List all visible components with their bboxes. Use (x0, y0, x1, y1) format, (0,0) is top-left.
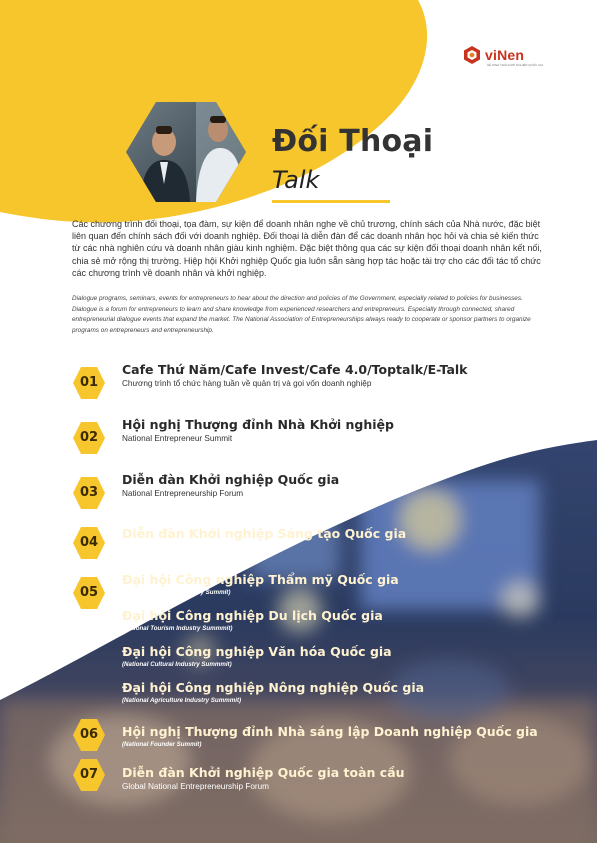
program-number: 01 (79, 375, 99, 390)
program-number: 04 (79, 535, 99, 550)
program-entry (122, 644, 392, 668)
program-subtitle: (National Tourism Industry Summmit) (122, 625, 233, 632)
program-entry (122, 362, 467, 388)
program-number-badge (72, 366, 106, 400)
program-title: Hội nghị Thượng đỉnh Nhà sáng lập Doanh nghiệp Quốc gia (122, 724, 538, 739)
program-subtitle: (National Cultural Industry Summmit) (122, 661, 232, 668)
logo-tagline: HỆ SINH THÁI KHỞI NGHIỆP QUỐC GIA (487, 63, 544, 67)
program-number-badge (72, 476, 106, 510)
businessmen-hexagon-photo (126, 102, 246, 202)
intro-paragraph-vi: Các chương trình đối thoại, tọa đàm, sự kiện để doanh nhân nghe về chủ trương, chính sách của Nhà nước, đặc biệt liên quan đến chính sách đối với doanh nghiệp. Đối thoại là diễn đàn để các doanh nhân học hỏi và chia sẻ kiến thức từ các nhà nghiên cứu và doanh nhân giàu kinh nghiệm. Đặc biệt thông qua các sự kiện đối thoại doanh nhân kết nối, chia sẻ mở rộng thị trường. Hiệp hội Khởi nghiệp Quốc gia luôn sẵn sàng hợp tác hoặc tài trợ cho các đối tác tổ chức các chương trình về doanh nhân và khởi nghiệp. (72, 219, 542, 278)
program-number: 02 (79, 430, 99, 445)
program-subtitle: Chương trình tổ chức hàng tuần về quản trị và gọi vốn doanh nghiệp (122, 379, 372, 388)
program-entry (122, 526, 406, 552)
vinen-logo (462, 45, 544, 67)
program-number: 05 (79, 585, 99, 600)
title-underline (272, 200, 390, 203)
program-title: Đại hội Công nghiệp Văn hóa Quốc gia (122, 644, 392, 659)
program-entry (122, 765, 405, 791)
program-subtitle: National Entrepreneurship Forum (122, 489, 244, 498)
program-number-badge (72, 718, 106, 752)
program-title: Diễn đàn Khởi nghiệp Sáng tạo Quốc gia (122, 526, 407, 541)
program-title: Diễn đàn Khởi nghiệp Quốc gia (122, 472, 340, 487)
program-subtitle: Global National Entrepreneurship Forum (122, 782, 269, 791)
program-entry (122, 724, 538, 748)
program-entry (122, 572, 399, 596)
program-subtitle: National Entrepreneur Summit (122, 434, 233, 443)
program-entry (122, 680, 424, 704)
program-number: 07 (79, 767, 99, 782)
logo-text: viNen (485, 47, 525, 63)
program-title: Hội nghị Thượng đỉnh Nhà Khởi nghiệp (122, 417, 394, 432)
program-subtitle: (National Founder Summit) (122, 741, 202, 748)
program-subtitle: (National Aesthetic Industry Summit) (122, 589, 231, 596)
program-title: Đại hội Công nghiệp Nông nghiệp Quốc gia (122, 680, 425, 695)
page-subtitle: Talk (272, 166, 320, 194)
page-title: Đối Thoại (272, 124, 434, 159)
program-number-badge (72, 576, 106, 610)
program-number: 03 (79, 485, 99, 500)
program-title: Diễn đàn Khởi nghiệp Quốc gia toàn cầu (122, 765, 405, 780)
intro-paragraph-en: Dialogue programs, seminars, events for entrepreneurs to hear about the direction and policies of the Government, especially related to policies for businesses. Dialogue is a forum for entrepreneurs to learn and share knowledge from experienced researchers and entrepreneurs. Especially through connected, shared entrepreneurial dialogue events that expand the market. The National Association of Entrepreneurships always ready to cooperate or sponsor partners to organize programs on entrepreneurs and entrepreneurship. (72, 295, 531, 334)
program-title: Cafe Thứ Năm/Cafe Invest/Cafe 4.0/Toptalk/E-Talk (122, 362, 468, 377)
program-number-badge (72, 421, 106, 455)
program-subtitle: (National Agriculture Industry Summmit) (122, 697, 242, 704)
program-title: Đại hội Công nghiệp Du lịch Quốc gia (122, 608, 383, 623)
program-number: 06 (79, 727, 99, 742)
program-entry (122, 472, 339, 498)
program-number-badge (72, 526, 106, 560)
vinen-logo-mark-icon (462, 45, 482, 65)
program-subtitle: National Startup Forum (122, 543, 207, 552)
program-number-badge (72, 758, 106, 792)
program-entry (122, 417, 394, 443)
program-entry (122, 608, 383, 632)
program-title: Đại hội Công nghiệp Thẩm mỹ Quốc gia (122, 572, 399, 587)
